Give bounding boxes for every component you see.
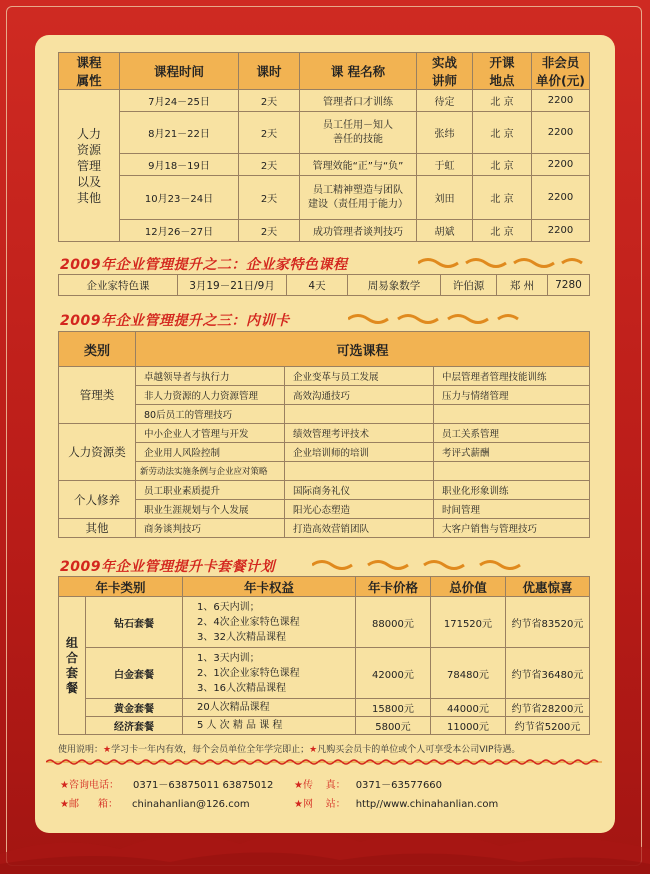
course-cell: 压力与情绪管理 bbox=[434, 386, 590, 405]
header-discount: 优惠惊喜 bbox=[505, 577, 589, 597]
course-hours: 2天 bbox=[239, 90, 300, 112]
package-plan-table bbox=[58, 576, 590, 735]
table-row bbox=[59, 519, 590, 538]
usage-notes bbox=[58, 742, 520, 755]
combo-label: 组 合 套 餐 bbox=[59, 597, 86, 735]
course-cell: 卓越领导者与执行力 bbox=[136, 367, 285, 386]
table-row bbox=[59, 405, 590, 424]
course-name: 员工任用－知人 善任的技能 bbox=[300, 112, 417, 154]
chain-divider bbox=[46, 758, 602, 766]
package-total: 11000元 bbox=[430, 717, 505, 735]
header-hours: 课时 bbox=[239, 53, 300, 90]
star-icon: ★ bbox=[103, 745, 112, 755]
package-total: 78480元 bbox=[430, 648, 505, 699]
header-card-price: 年卡价格 bbox=[355, 577, 430, 597]
course-time: 10月23－24日 bbox=[120, 176, 239, 220]
course-cell: 考评式薪酬 bbox=[434, 443, 590, 462]
benefit-line: 1、6天内训； bbox=[196, 601, 260, 613]
mail-value[interactable]: chinahanlian@126.com bbox=[132, 799, 250, 810]
package-save: 约节省5200元 bbox=[505, 717, 589, 735]
section4-title: 2009年企业管理提升卡套餐计划 bbox=[60, 559, 275, 575]
table-row bbox=[59, 648, 590, 699]
course-cell: 新劳动法实施条例与企业应对策略 bbox=[136, 462, 285, 481]
course-cell: 企业培训师的培训 bbox=[285, 443, 434, 462]
package-price: 15800元 bbox=[355, 699, 430, 717]
table-row bbox=[59, 176, 590, 220]
course-place: 北 京 bbox=[473, 112, 532, 154]
course-name: 成功管理者谈判技巧 bbox=[300, 220, 417, 242]
course-place: 北 京 bbox=[473, 176, 532, 220]
contact-fax bbox=[294, 776, 442, 791]
header-price: 非会员 单价(元) bbox=[532, 53, 590, 90]
category-cell: 管理类 bbox=[59, 367, 136, 424]
table-row bbox=[59, 699, 590, 717]
contact-mail bbox=[60, 795, 250, 810]
category-cell: 其他 bbox=[59, 519, 136, 538]
course-cell: 职业生涯规划与个人发展 bbox=[136, 500, 285, 519]
package-total: 44000元 bbox=[430, 699, 505, 717]
package-save: 约节省36480元 bbox=[505, 648, 589, 699]
course-cell: 企业变革与员工发展 bbox=[285, 367, 434, 386]
note-item: 学习卡一年内有效，每个会员单位全年学完即止； bbox=[111, 745, 310, 755]
star-icon: ★ bbox=[309, 745, 318, 755]
table-row bbox=[59, 481, 590, 500]
wave-ornament bbox=[312, 558, 544, 572]
course-time: 8月21－22日 bbox=[120, 112, 239, 154]
star-icon: ★ bbox=[60, 780, 69, 791]
header-teacher: 实战 讲师 bbox=[417, 53, 473, 90]
phone-value: 0371－63875011 63875012 bbox=[132, 780, 274, 791]
package-price: 42000元 bbox=[355, 648, 430, 699]
course-name: 员工精神塑造与团队 建设（责任用于能力） bbox=[300, 176, 417, 220]
header-place: 开课 地点 bbox=[473, 53, 532, 90]
table-row bbox=[59, 462, 590, 481]
web-value[interactable]: http//www.chinahanlian.com bbox=[355, 799, 499, 810]
course-price: 2200 bbox=[532, 90, 590, 112]
table-row bbox=[59, 500, 590, 519]
course-price: 2200 bbox=[532, 176, 590, 220]
course-hours: 2天 bbox=[239, 176, 300, 220]
course-cell: 大客户销售与管理技巧 bbox=[434, 519, 590, 538]
star-icon: ★ bbox=[294, 780, 303, 791]
star-icon: ★ bbox=[294, 799, 303, 810]
table-row bbox=[59, 717, 590, 735]
section3-title: 2009年企业管理提升之三：内训卡 bbox=[60, 313, 290, 329]
course-hours: 2天 bbox=[239, 154, 300, 176]
course-place: 北 京 bbox=[473, 90, 532, 112]
course-place: 郑 州 bbox=[497, 275, 548, 296]
course-price: 2200 bbox=[532, 112, 590, 154]
course-cell: 企业用人风险控制 bbox=[136, 443, 285, 462]
course-cell bbox=[434, 405, 590, 424]
course-hours: 2天 bbox=[239, 220, 300, 242]
course-cell: 职业化形象训练 bbox=[434, 481, 590, 500]
table-row bbox=[59, 90, 590, 112]
course-name: 管理者口才训练 bbox=[300, 90, 417, 112]
course-hours: 2天 bbox=[239, 112, 300, 154]
category-cell: 人力 资源 管理 以及 其他 bbox=[59, 90, 120, 242]
benefit-line: 3、16人次精品课程 bbox=[196, 682, 287, 694]
course-cell bbox=[285, 405, 434, 424]
course-cell: 时间管理 bbox=[434, 500, 590, 519]
course-cell: 80后员工的管理技巧 bbox=[136, 405, 285, 424]
wave-ornament bbox=[418, 256, 590, 270]
course-cell bbox=[434, 462, 590, 481]
fax-label: 传 真： bbox=[302, 780, 346, 791]
package-name: 黄金套餐 bbox=[86, 699, 183, 717]
table-row bbox=[59, 424, 590, 443]
note-item: 凡购买会员卡的单位或个人可享受本公司VIP待遇。 bbox=[317, 745, 521, 755]
training-card-table bbox=[58, 331, 590, 538]
course-price: 2200 bbox=[532, 220, 590, 242]
table-row bbox=[59, 386, 590, 405]
course-teacher: 刘田 bbox=[417, 176, 473, 220]
package-total: 171520元 bbox=[430, 597, 505, 648]
course-hours: 4天 bbox=[287, 275, 348, 296]
course-cell: 中层管理者管理技能训练 bbox=[434, 367, 590, 386]
entrepreneur-course-table bbox=[58, 274, 590, 296]
benefit-line: 2、1次企业家特色课程 bbox=[196, 667, 300, 679]
fax-value: 0371－63577660 bbox=[355, 780, 443, 791]
course-cell: 中小企业人才管理与开发 bbox=[136, 424, 285, 443]
header-course-name: 课 程名称 bbox=[300, 53, 417, 90]
package-name: 白金套餐 bbox=[86, 648, 183, 699]
category-cell: 人力资源类 bbox=[59, 424, 136, 481]
wave-ornament bbox=[348, 312, 528, 326]
table-row bbox=[59, 220, 590, 242]
course-teacher: 许伯源 bbox=[441, 275, 497, 296]
course-cell: 员工关系管理 bbox=[434, 424, 590, 443]
course-cell: 国际商务礼仪 bbox=[285, 481, 434, 500]
table-row bbox=[59, 275, 590, 296]
course-time: 9月18－19日 bbox=[120, 154, 239, 176]
star-icon: ★ bbox=[60, 799, 69, 810]
package-price: 5800元 bbox=[355, 717, 430, 735]
benefit-line: 2、4次企业家特色课程 bbox=[196, 616, 300, 628]
web-label: 网 站： bbox=[302, 799, 346, 810]
course-cell: 绩效管理考评技术 bbox=[285, 424, 434, 443]
course-price: 2200 bbox=[532, 154, 590, 176]
phone-label: 咨询电话： bbox=[68, 780, 119, 791]
header-card-type: 年卡类别 bbox=[59, 577, 183, 597]
course-time: 3月19－21日/9月 bbox=[178, 275, 287, 296]
course-time: 12月26－27日 bbox=[120, 220, 239, 242]
header-courses: 可选课程 bbox=[136, 332, 590, 367]
course-name: 管理效能“正”与“负” bbox=[300, 154, 417, 176]
course-type: 企业家特色课 bbox=[59, 275, 178, 296]
package-price: 88000元 bbox=[355, 597, 430, 648]
course-place: 北 京 bbox=[473, 220, 532, 242]
course-cell: 打造高效营销团队 bbox=[285, 519, 434, 538]
benefit-line: 3、32人次精品课程 bbox=[196, 631, 287, 643]
header-card-benefit: 年卡权益 bbox=[182, 577, 355, 597]
course-teacher: 胡斌 bbox=[417, 220, 473, 242]
contact-web bbox=[294, 795, 498, 810]
course-schedule-table bbox=[58, 52, 590, 242]
package-name: 钻石套餐 bbox=[86, 597, 183, 648]
header-total-value: 总价值 bbox=[430, 577, 505, 597]
package-benefits: 5 人 次 精 品 课 程 bbox=[182, 717, 355, 735]
table-row bbox=[59, 112, 590, 154]
mail-label: 邮 箱： bbox=[68, 799, 119, 810]
contact-phone bbox=[60, 776, 273, 791]
course-teacher: 待定 bbox=[417, 90, 473, 112]
course-cell: 非人力资源的人力资源管理 bbox=[136, 386, 285, 405]
course-cell: 商务谈判技巧 bbox=[136, 519, 285, 538]
course-teacher: 张纬 bbox=[417, 112, 473, 154]
package-benefits bbox=[182, 597, 355, 648]
course-time: 7月24－25日 bbox=[120, 90, 239, 112]
package-save: 约节省83520元 bbox=[505, 597, 589, 648]
header-course-time: 课程时间 bbox=[120, 53, 239, 90]
table-row bbox=[59, 597, 590, 648]
notes-label: 使用说明： bbox=[58, 745, 104, 755]
category-cell: 个人修养 bbox=[59, 481, 136, 519]
header-category: 类别 bbox=[59, 332, 136, 367]
benefit-line: 1、3天内训； bbox=[196, 652, 260, 664]
header-course-attr: 课程 属性 bbox=[59, 53, 120, 90]
package-benefits bbox=[182, 648, 355, 699]
table-row bbox=[59, 443, 590, 462]
course-cell bbox=[285, 462, 434, 481]
table-row bbox=[59, 367, 590, 386]
course-teacher: 于虹 bbox=[417, 154, 473, 176]
course-cell: 员工职业素质提升 bbox=[136, 481, 285, 500]
package-name: 经济套餐 bbox=[86, 717, 183, 735]
table-row bbox=[59, 154, 590, 176]
course-price: 7280 bbox=[548, 275, 590, 296]
section2-title: 2009年企业管理提升之二：企业家特色课程 bbox=[60, 257, 348, 273]
course-name: 周易象数学 bbox=[348, 275, 441, 296]
package-benefits: 20人次精品课程 bbox=[182, 699, 355, 717]
course-cell: 阳光心态塑造 bbox=[285, 500, 434, 519]
course-cell: 高效沟通技巧 bbox=[285, 386, 434, 405]
course-place: 北 京 bbox=[473, 154, 532, 176]
package-save: 约节省28200元 bbox=[505, 699, 589, 717]
